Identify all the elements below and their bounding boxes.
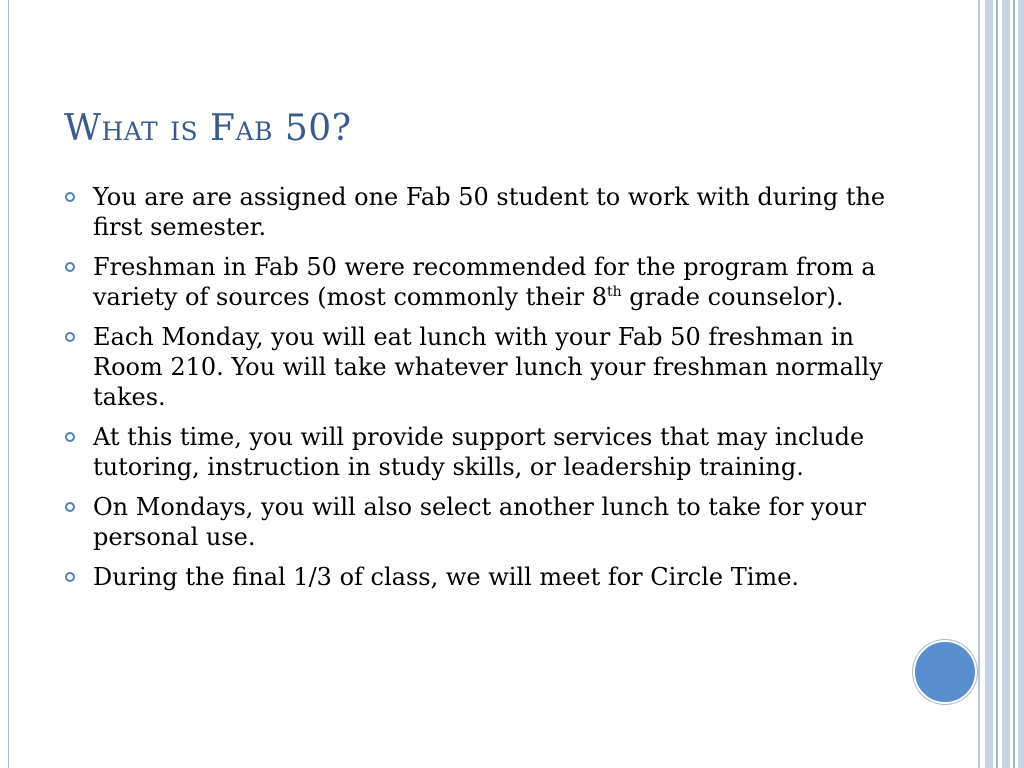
right-stripe-decoration	[978, 0, 1024, 768]
superscript-text: th	[606, 284, 622, 300]
bullet-icon	[65, 262, 75, 272]
bullet-item	[64, 562, 904, 592]
stripe	[985, 0, 993, 768]
bullet-text: Each Monday, you will eat lunch with your Fab 50 freshman in Room 210. You will take whatever lunch your freshman normally takes.	[93, 323, 883, 411]
bullet-text: At this time, you will provide support services that may include tutoring, instruction in study skills, or leadership training.	[93, 423, 865, 481]
bullet-text: During the final 1/3 of class, we will meet for Circle Time.	[93, 563, 800, 591]
stripe	[1002, 0, 1010, 768]
bullet-item	[64, 492, 904, 552]
circle-decoration-icon	[913, 640, 977, 704]
bullet-item	[64, 322, 904, 412]
bullet-text: Freshman in Fab 50 were recommended for the program from a variety of sources (most commonly their 8	[93, 253, 876, 311]
stripe	[996, 0, 998, 768]
bullet-list	[64, 182, 904, 602]
bullet-icon	[65, 572, 75, 582]
bullet-text: grade counselor).	[621, 283, 844, 311]
stripe	[1018, 0, 1024, 768]
bullet-item	[64, 422, 904, 482]
bullet-icon	[65, 502, 75, 512]
stripe	[978, 0, 980, 768]
bullet-item	[64, 252, 904, 312]
bullet-icon	[65, 192, 75, 202]
slide-title: What is Fab 50?	[64, 108, 352, 149]
left-frame-line	[8, 0, 9, 768]
bullet-icon	[65, 332, 75, 342]
stripe	[1013, 0, 1015, 768]
bullet-item	[64, 182, 904, 242]
bullet-icon	[65, 432, 75, 442]
bullet-text: On Mondays, you will also select another lunch to take for your personal use.	[93, 493, 866, 551]
bullet-text: You are are assigned one Fab 50 student to work with during the first semester.	[93, 183, 886, 241]
